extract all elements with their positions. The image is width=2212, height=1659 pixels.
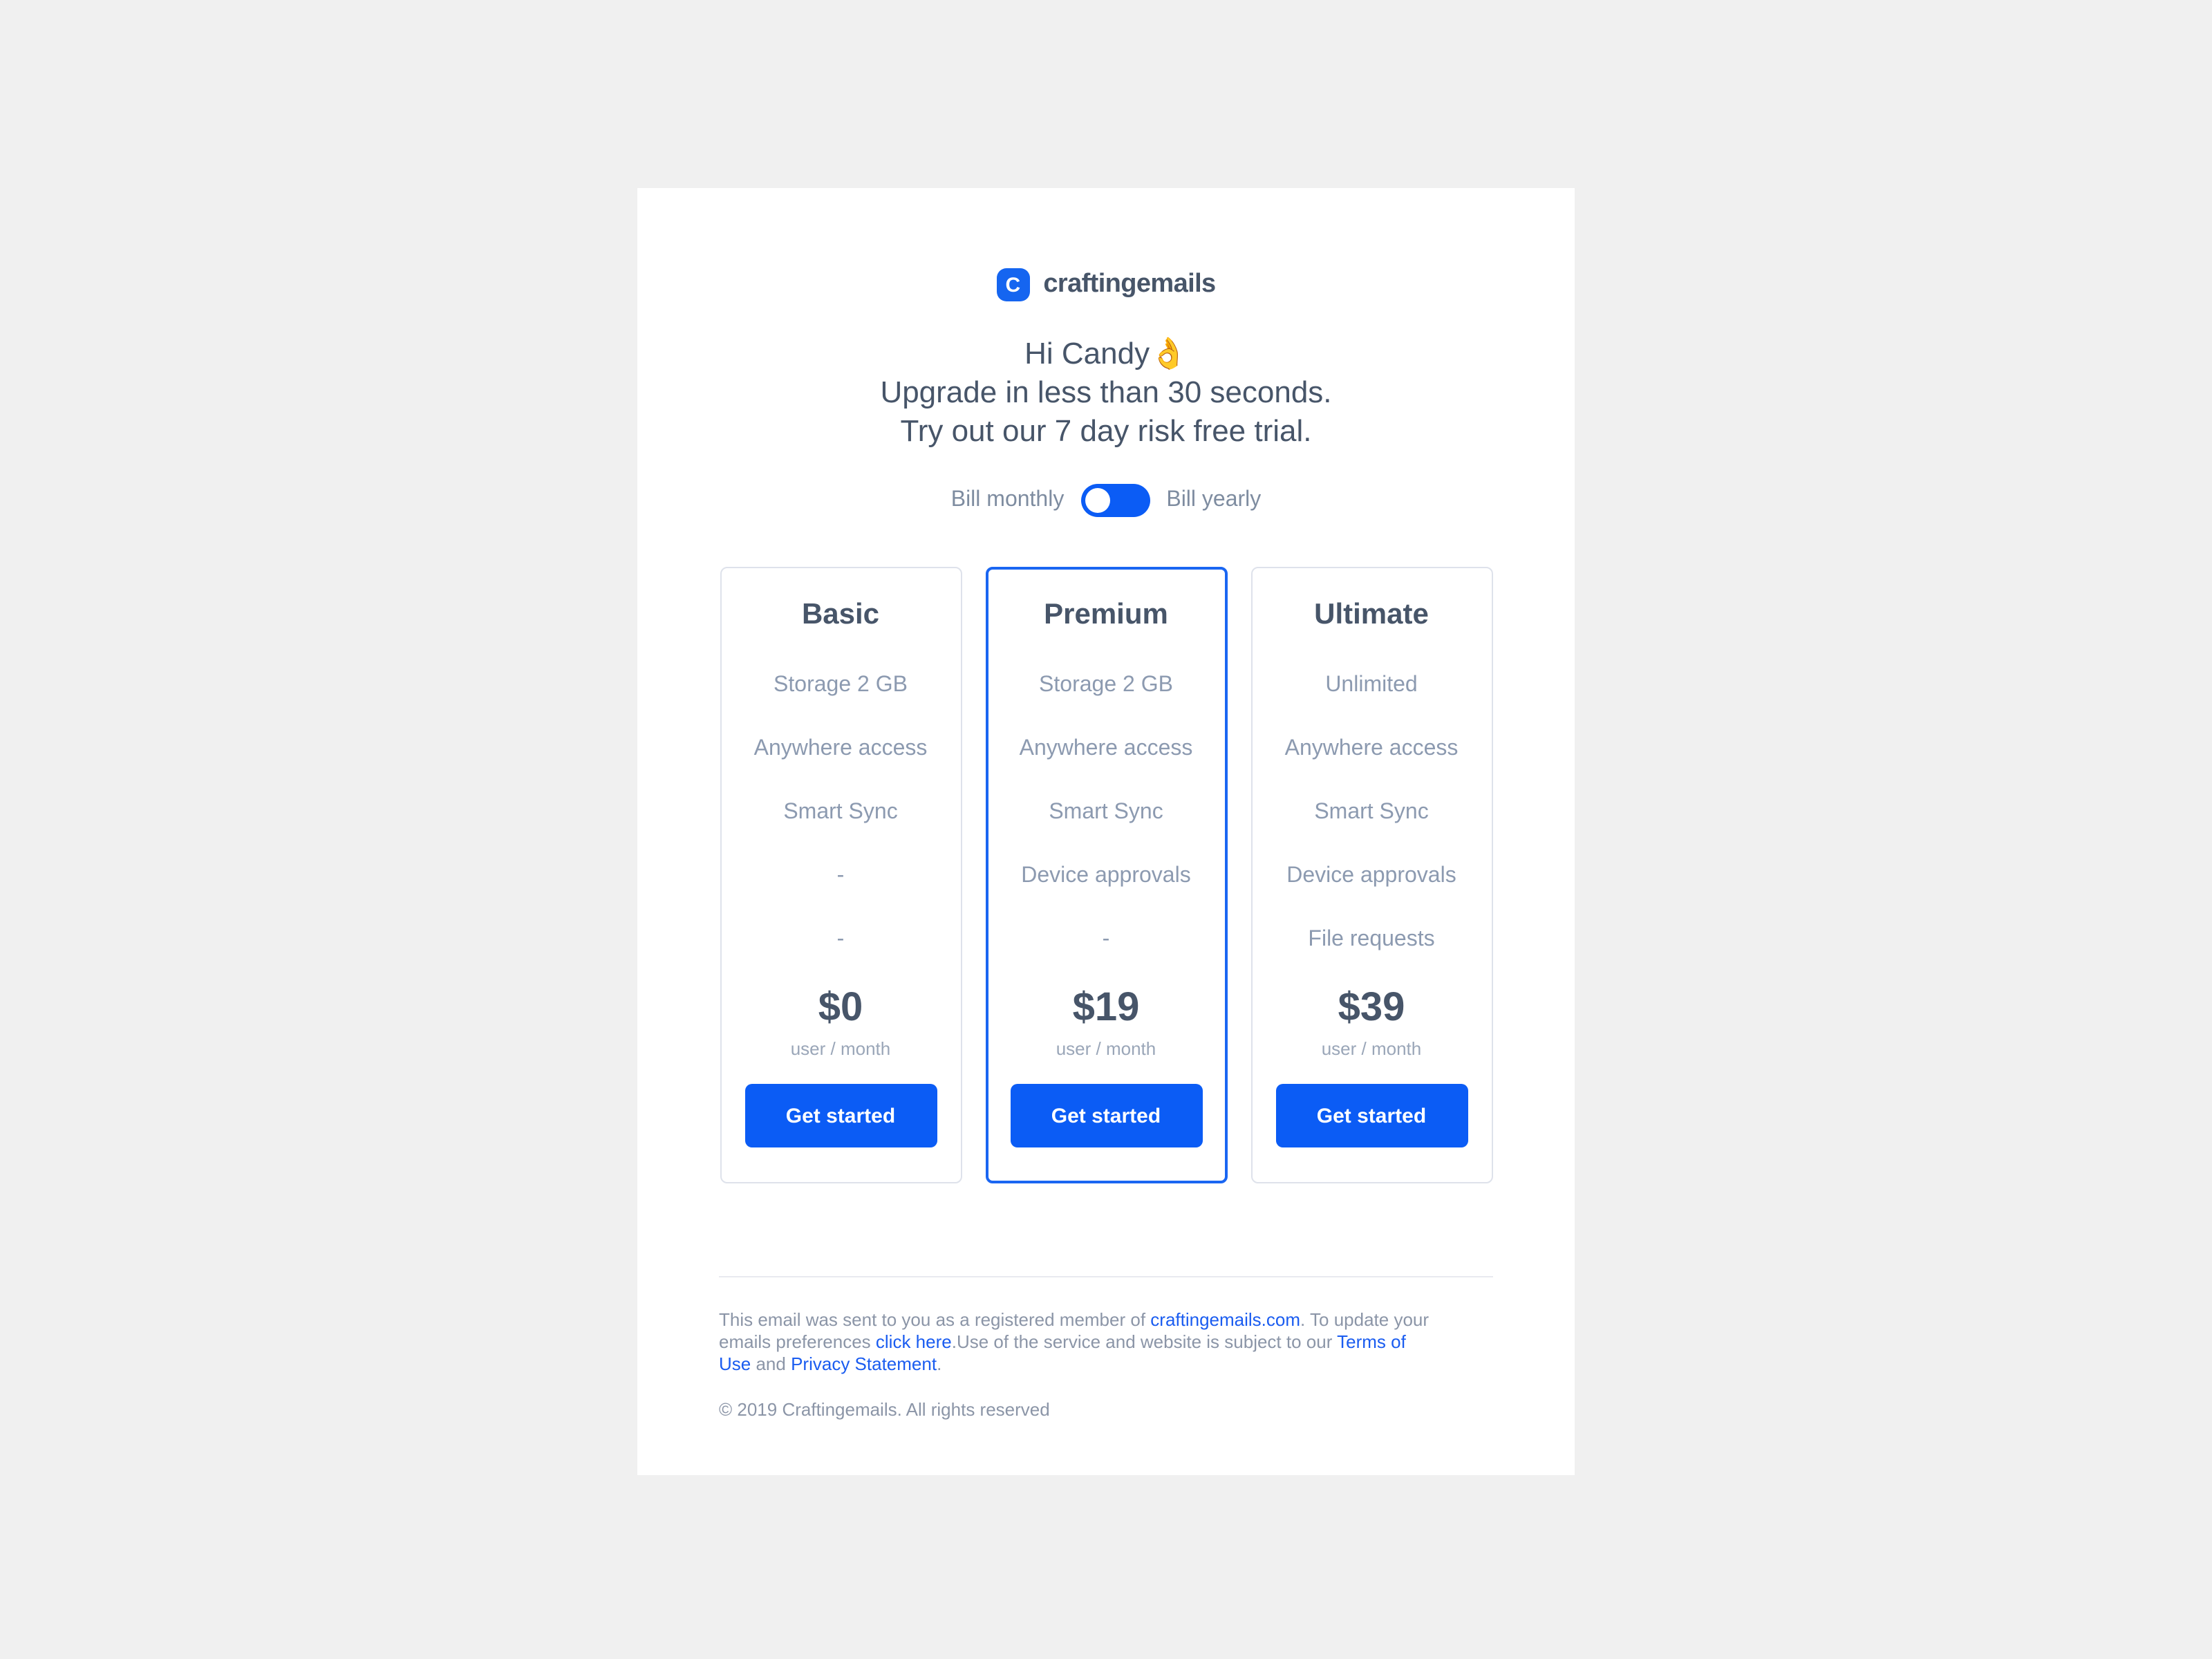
plans-row (719, 567, 1493, 1183)
privacy-statement-link[interactable]: Privacy Statement (791, 1353, 937, 1374)
footer-segment: . (937, 1353, 942, 1374)
brand-logo-letter: C (1005, 273, 1021, 297)
craftingemails-link[interactable]: craftingemails.com (1150, 1309, 1301, 1330)
plan-title: Basic (801, 599, 880, 630)
plan-feature: Device approvals (1021, 864, 1191, 888)
plan-feature: File requests (1308, 928, 1435, 951)
plan-feature: Anywhere access (1284, 737, 1459, 760)
plan-price: $0 (818, 986, 863, 1030)
terms-of-use-link[interactable]: Terms of Use (719, 1331, 1406, 1374)
plan-feature: - (1102, 928, 1110, 951)
get-started-button-premium[interactable]: Get started (1010, 1084, 1202, 1147)
toggle-knob-icon (1085, 488, 1109, 513)
plan-feature: Smart Sync (1049, 800, 1163, 824)
plan-title: Ultimate (1314, 599, 1429, 630)
greeting (719, 335, 1493, 451)
plan-price-unit: user / month (1056, 1038, 1156, 1059)
footer-legal-text (719, 1309, 1432, 1376)
plan-feature: Anywhere access (1019, 737, 1193, 760)
get-started-button-basic[interactable]: Get started (744, 1084, 937, 1147)
greeting-line-1: Hi Candy👌 (1024, 336, 1188, 371)
plan-features (1275, 654, 1468, 972)
plan-features (744, 654, 937, 972)
plan-feature: Smart Sync (783, 800, 898, 824)
email-card (637, 188, 1575, 1475)
bill-yearly-label: Bill yearly (1166, 488, 1262, 512)
footer-segment: and (751, 1353, 791, 1374)
plan-price-unit: user / month (1321, 1038, 1422, 1059)
click-here-link[interactable]: click here (875, 1331, 952, 1352)
brand-logo-icon (996, 268, 1029, 301)
plan-feature: - (836, 864, 845, 888)
plan-price-unit: user / month (790, 1038, 891, 1059)
brand-name: craftingemails (1043, 270, 1216, 299)
greeting-line-2: Upgrade in less than 30 seconds. (880, 375, 1332, 409)
billing-toggle[interactable] (1080, 484, 1150, 517)
plan-feature: Device approvals (1286, 864, 1456, 888)
plan-feature: Unlimited (1325, 673, 1418, 697)
plan-feature: Anywhere access (753, 737, 928, 760)
get-started-button-ultimate[interactable]: Get started (1275, 1084, 1468, 1147)
copyright-text: © 2019 Craftingemails. All rights reserved (719, 1399, 1050, 1420)
footer-segment: .Use of the service and website is subject to our (951, 1331, 1338, 1352)
brand-header (719, 268, 1493, 301)
plan-feature: Storage 2 GB (774, 673, 908, 697)
plan-card-basic (720, 567, 962, 1183)
plan-title: Premium (1044, 599, 1168, 630)
plan-feature: - (836, 928, 845, 951)
plan-feature: Storage 2 GB (1039, 673, 1173, 697)
plan-feature: Smart Sync (1314, 800, 1429, 824)
bill-monthly-label: Bill monthly (950, 488, 1065, 512)
footer-divider (719, 1276, 1493, 1277)
plan-card-ultimate (1250, 567, 1492, 1183)
billing-toggle-row (719, 484, 1493, 517)
greeting-line-3: Try out our 7 day risk free trial. (900, 413, 1312, 448)
plan-price: $19 (1072, 986, 1140, 1030)
footer-segment: . To update your emails preferences (719, 1309, 1430, 1352)
plan-card-premium (985, 567, 1227, 1183)
plan-features (1010, 654, 1202, 972)
plan-price: $39 (1338, 986, 1405, 1030)
footer-segment: This email was sent to you as a registered member of (719, 1309, 1151, 1330)
